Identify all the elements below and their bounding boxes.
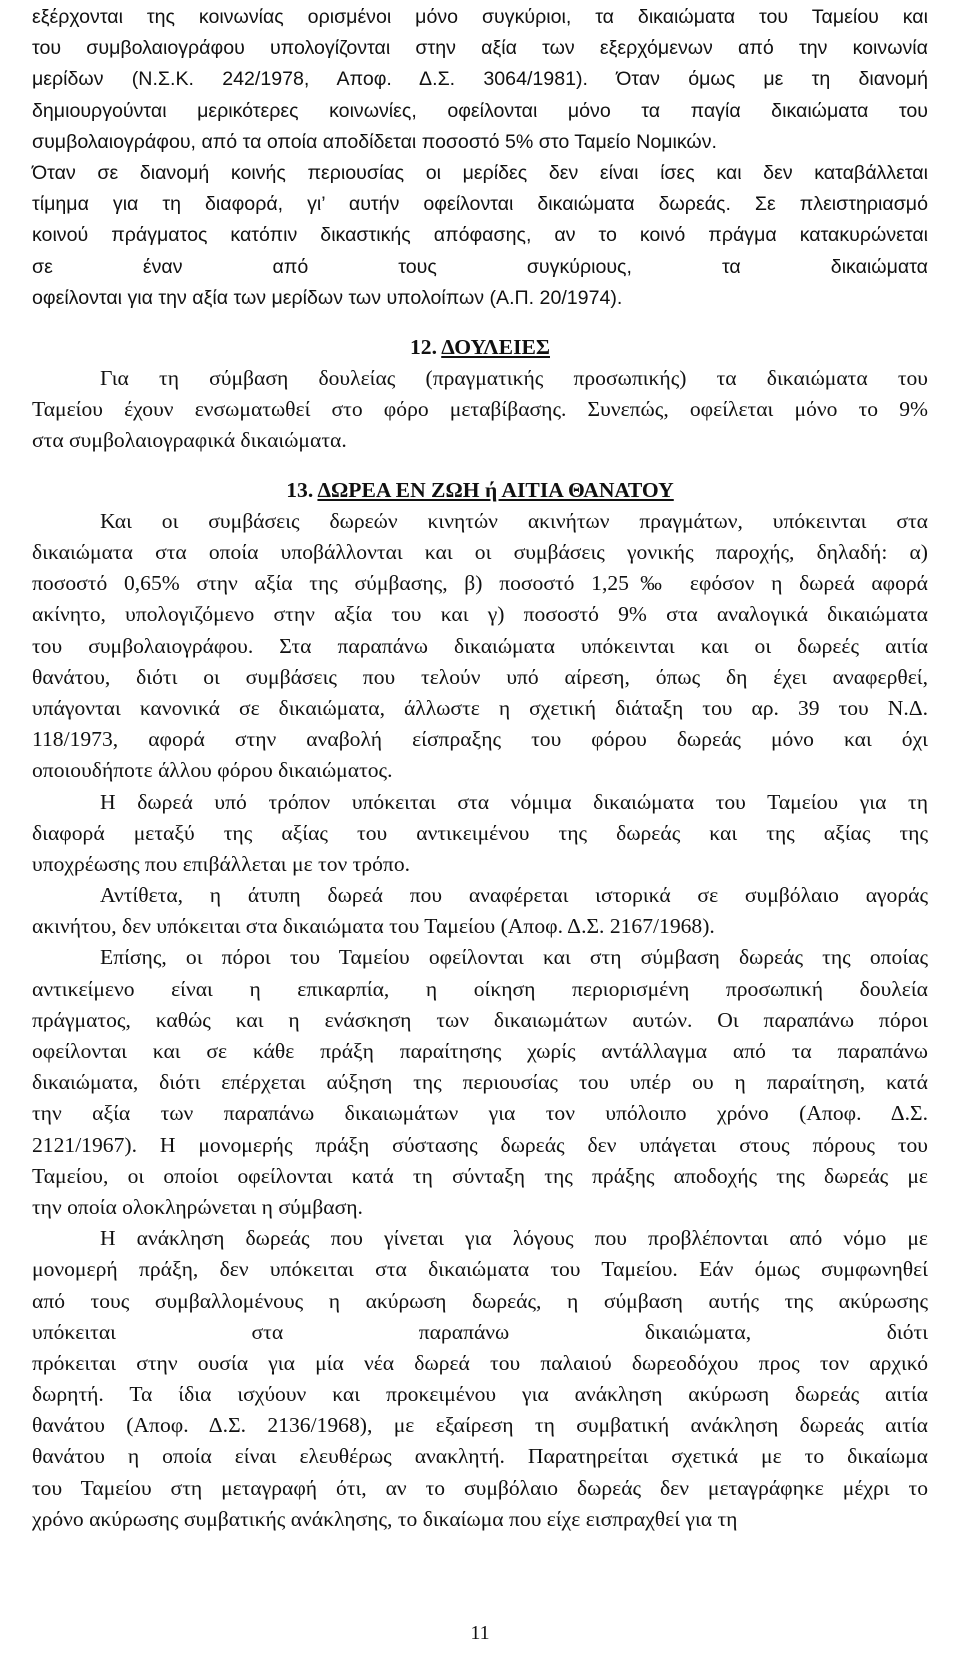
text-line: συμβολαιογράφου, από τα οποία αποδίδεται ποσοστό 5% στο Ταμείο Νομικών. — [32, 130, 717, 153]
text-line: θανάτου η οποία είναι ελευθέρως ανακλητή. Παρατηρείται σχετικά με το δικαίωμα — [32, 1444, 928, 1469]
text-line: στα συμβολαιογραφικά δικαιώματα. — [32, 428, 347, 453]
text-line: πρόκειται στην ουσία για μία νέα δωρεά του παλαιού δωρεοδόχου προς τον αρχικό — [32, 1350, 928, 1375]
section-heading-12 — [32, 332, 928, 363]
text-line: ποσοστό 0,65% στην αξία της σύμβασης, β) ποσοστό 1,25‰ εφόσον η δωρεά αφορά — [32, 571, 928, 596]
text-line: του συμβολαιογράφου υπολογίζονται στην αξία των εξερχόμενων από την κοινωνία — [32, 37, 928, 60]
text-line: Και οι συμβάσεις δωρεών κινητών ακινήτων πραγμάτων, υπόκεινται στα — [100, 508, 928, 533]
text-line: του Ταμείου στη μεταγραφή ότι, αν το συμβόλαιο δωρεάς δεν μεταγράφηκε μέχρι το — [32, 1475, 928, 1500]
text-line: δικαιώματα, διότι επέρχεται αύξηση της περιουσίας του υπέρ ου η παραίτηση, κατά — [32, 1070, 928, 1095]
page-number: 11 — [470, 1622, 490, 1644]
text-line: Αντίθετα, η άτυπη δωρεά που αναφέρεται ιστορικά σε συμβόλαιο αγοράς — [100, 883, 928, 908]
heading-title: ΔΟΥΛΕΙΕΣ — [441, 334, 550, 359]
text-line: οφείλονται και σε κάθε πράξη παραίτησης χωρίς αντάλλαγμα από τα παραπάνω — [32, 1039, 928, 1063]
text-line: αντικείμενο είναι η επικαρπία, η οίκηση περιορισμένη προσωπική δουλεία — [32, 976, 928, 1001]
text-line: Ταμείου, οι οποίοι οφείλονται κατά τη σύνταξη της πράξης αποδοχής της δωρεάς με — [32, 1163, 928, 1188]
heading-number: 13. — [286, 477, 314, 502]
text-line: πράγματος, καθώς και η ενάσκηση των δικαιωμάτων αυτών. Οι παραπάνω πόροι — [32, 1007, 928, 1032]
text-line: κοινού πράγματος κατόπιν δικαστικής απόφασης, αν το κοινό πράγμα κατακυρώνεται — [32, 224, 928, 247]
text-line: Η ανάκληση δωρεάς που γίνεται για λόγους που προβλέπονται από νόμο με — [100, 1226, 928, 1251]
text-line: εξέρχονται της κοινωνίας ορισμένοι μόνο συγκύριοι, τα δικαιώματα του Ταμείου και — [32, 6, 928, 28]
text-line: 118/1973, αφορά στην αναβολή είσπραξης του φόρου δωρεάς μόνο και όχι — [32, 727, 928, 752]
text-line: Επίσης, οι πόροι του Ταμείου οφείλονται και στη σύμβαση δωρεάς της οποίας — [100, 945, 928, 970]
section-heading-13 — [32, 475, 928, 506]
text-line: δημιουργούνται μερικότερες κοινωνίες, οφείλονται μόνο τα παγία δικαιώματα του — [32, 99, 928, 122]
document-body — [32, 2, 928, 1535]
text-line: την αξία των παραπάνω δικαιωμάτων για τον υπόλοιπο χρόνο (Αποφ. Δ.Σ. — [32, 1101, 928, 1126]
text-line: οφείλονται για την αξία των μερίδων των υπολοίπων (Α.Π. 20/1974). — [32, 286, 623, 309]
text-line: μερίδων (Ν.Σ.Κ. 242/1978, Αποφ. Δ.Σ. 3064/1981). Όταν όμως με τη διανομή — [32, 68, 928, 91]
text-line: οποιουδήποτε άλλου φόρου δικαιώματος. — [32, 758, 393, 783]
text-line: δικαιώματα στα οποία υποβάλλονται και οι συμβάσεις γονικής παροχής, δηλαδή: α) — [32, 540, 928, 564]
text-line: του συμβολαιογράφου. Στα παραπάνω δικαιώματα υπόκεινται και οι δωρεές αιτία — [32, 633, 928, 658]
heading-number: 12. — [410, 334, 437, 359]
text-line: υπάγονται κανονικά σε δικαιώματα, άλλωστε η σχετική διάταξη του αρ. 39 του Ν.Δ. — [32, 695, 928, 720]
text-line: θανάτου, διότι οι συμβάσεις που τελούν υπό αίρεση, όπως δη έχει αναφερθεί, — [32, 664, 928, 689]
text-line: τίμημα για τη διαφορά, γι’ αυτήν οφείλονται δικαιώματα δωρεάς. Σε πλειστηριασμό — [32, 193, 928, 216]
text-line: υπόκειται στα παραπάνω δικαιώματα, διότι — [32, 1319, 928, 1344]
text-line: υποχρέωσης που επιβάλλεται με τον τρόπο. — [32, 851, 411, 876]
text-line: σε έναν από τους συγκύριους, τα δικαιώματα — [32, 255, 928, 278]
text-line: θανάτου (Αποφ. Δ.Σ. 2136/1968), με εξαίρεση τη συμβατική ανάκληση δωρεάς αιτία — [32, 1413, 928, 1438]
text-line: 2121/1967). Η μονομερής πράξη σύστασης δωρεάς δεν υπάγεται στους πόρους του — [32, 1132, 928, 1157]
text-line: Όταν σε διανομή κοινής περιουσίας οι μερίδες δεν είναι ίσες και δεν καταβάλλεται — [32, 161, 928, 184]
text-line: ακίνητο, υπολογιζόμενο στην αξία του και γ) ποσοστό 9% στα αναλογικά δικαιώματα — [32, 602, 928, 627]
spacer — [32, 314, 928, 332]
text-line: Για τη σύμβαση δουλείας (πραγματικής προσωπικής) τα δικαιώματα του — [100, 366, 928, 391]
text-line: ακινήτου, δεν υπόκειται στα δικαιώματα του Ταμείου (Αποφ. Δ.Σ. 2167/1968). — [32, 914, 715, 939]
text-line: διαφορά μεταξύ της αξίας του αντικειμένου της δωρεάς και της αξίας της — [32, 820, 928, 845]
heading-title: ΔΩΡΕΑ ΕΝ ΖΩΗ ή ΑΙΤΙΑ ΘΑΝΑΤΟΥ — [317, 477, 674, 502]
text-line: την οποία ολοκληρώνεται η σύμβαση. — [32, 1194, 363, 1219]
text-line: Ταμείου έχουν ενσωματωθεί στο φόρο μεταβίβασης. Συνεπώς, οφείλεται μόνο το 9% — [32, 397, 928, 422]
spacer — [32, 457, 928, 475]
text-line: από τους συμβαλλομένους η ακύρωση δωρεάς, η σύμβαση αυτής της ακύρωσης — [32, 1288, 928, 1313]
text-line: μονομερή πράξη, δεν υπόκειται στα δικαιώματα του Ταμείου. Εάν όμως συμφωνηθεί — [32, 1257, 928, 1282]
text-line: Η δωρεά υπό τρόπον υπόκειται στα νόμιμα δικαιώματα του Ταμείου για τη — [100, 789, 928, 814]
text-line: δωρητή. Τα ίδια ισχύουν και προκειμένου για ανάκληση ακύρωση δωρεάς αιτία — [32, 1382, 928, 1407]
text-line: χρόνο ακύρωσης συμβατικής ανάκλησης, το δικαίωμα που είχε εισπραχθεί για τη — [32, 1506, 738, 1531]
